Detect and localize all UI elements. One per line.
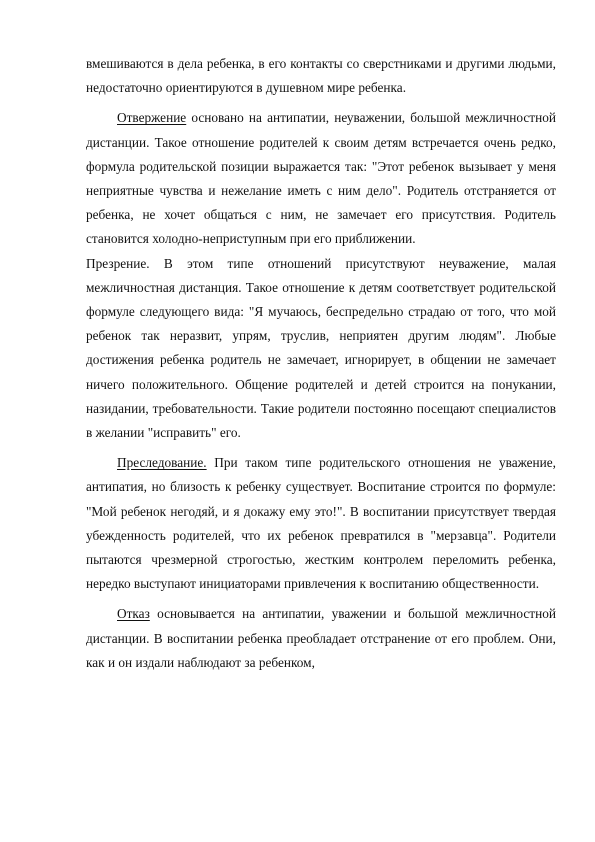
term-contempt: Презрение. <box>86 255 150 271</box>
paragraph-text: основывается на антипатии, уважении и большой межличностной дистанции. В воспитании ребенка преобладает отстранение от его проблем. Они, как и он издали наблюдают за ребенком, <box>86 606 556 670</box>
paragraph-refusal <box>86 602 556 675</box>
term-persecution: Преследование. <box>117 455 207 471</box>
term-refusal: Отказ <box>117 606 150 622</box>
paragraph-contempt <box>86 252 556 446</box>
paragraph-text: В этом типе отношений присутствуют неуважение, малая межличностная дистанция. Такое отношение к детям соответствует родительской формуле следующего вида: "Я мучаюсь, беспредельно страдаю от того, что мой ребенок так неразвит, упрям, труслив, неприятен другим людям". Любые достижения ребенка родитель не замечает, игнорирует, в общении не замечает ничего положительного. Общение родителей и детей строится на понукании, назидании, требовательности. Такие родители постоянно посещают специалистов в желании "исправить" его. <box>86 255 556 441</box>
term-rejection: Отвержение <box>117 110 187 126</box>
paragraph-continuation <box>86 52 556 100</box>
paragraph-text: основано на антипатии, неуважении, большой межличностной дистанции. Такое отношение родителей к своим детям встречается очень редко, формула родительской позиции выражается так: "Этот ребенок вызывает у меня неприятные чувства и нежелание иметь с ним дело". Родитель отстраняется от ребенка, не хочет общаться с ним, не замечает его присутствия. Родитель становится холодно-неприступным при его приближении. <box>86 110 556 247</box>
document-body <box>86 52 556 675</box>
paragraph-persecution <box>86 451 556 596</box>
paragraph-text: вмешиваются в дела ребенка, в его контакты со сверстниками и другими людьми, недостаточно ориентируются в душевном мире ребенка. <box>86 56 556 96</box>
paragraph-rejection <box>86 106 556 251</box>
paragraph-text: При таком типе родительского отношения не уважение, антипатия, но близость к ребенку существует. Воспитание строится по формуле: "Мой ребенок негодяй, и я докажу ему это!". В воспитании присутствует твердая убежденность родителей, что их ребенок превратился в "мерзавца". Родители пытаются чрезмерной строгостью, жестким контролем переломить ребенка, нередко выступают инициаторами привлечения к воспитанию общественности. <box>86 455 556 592</box>
